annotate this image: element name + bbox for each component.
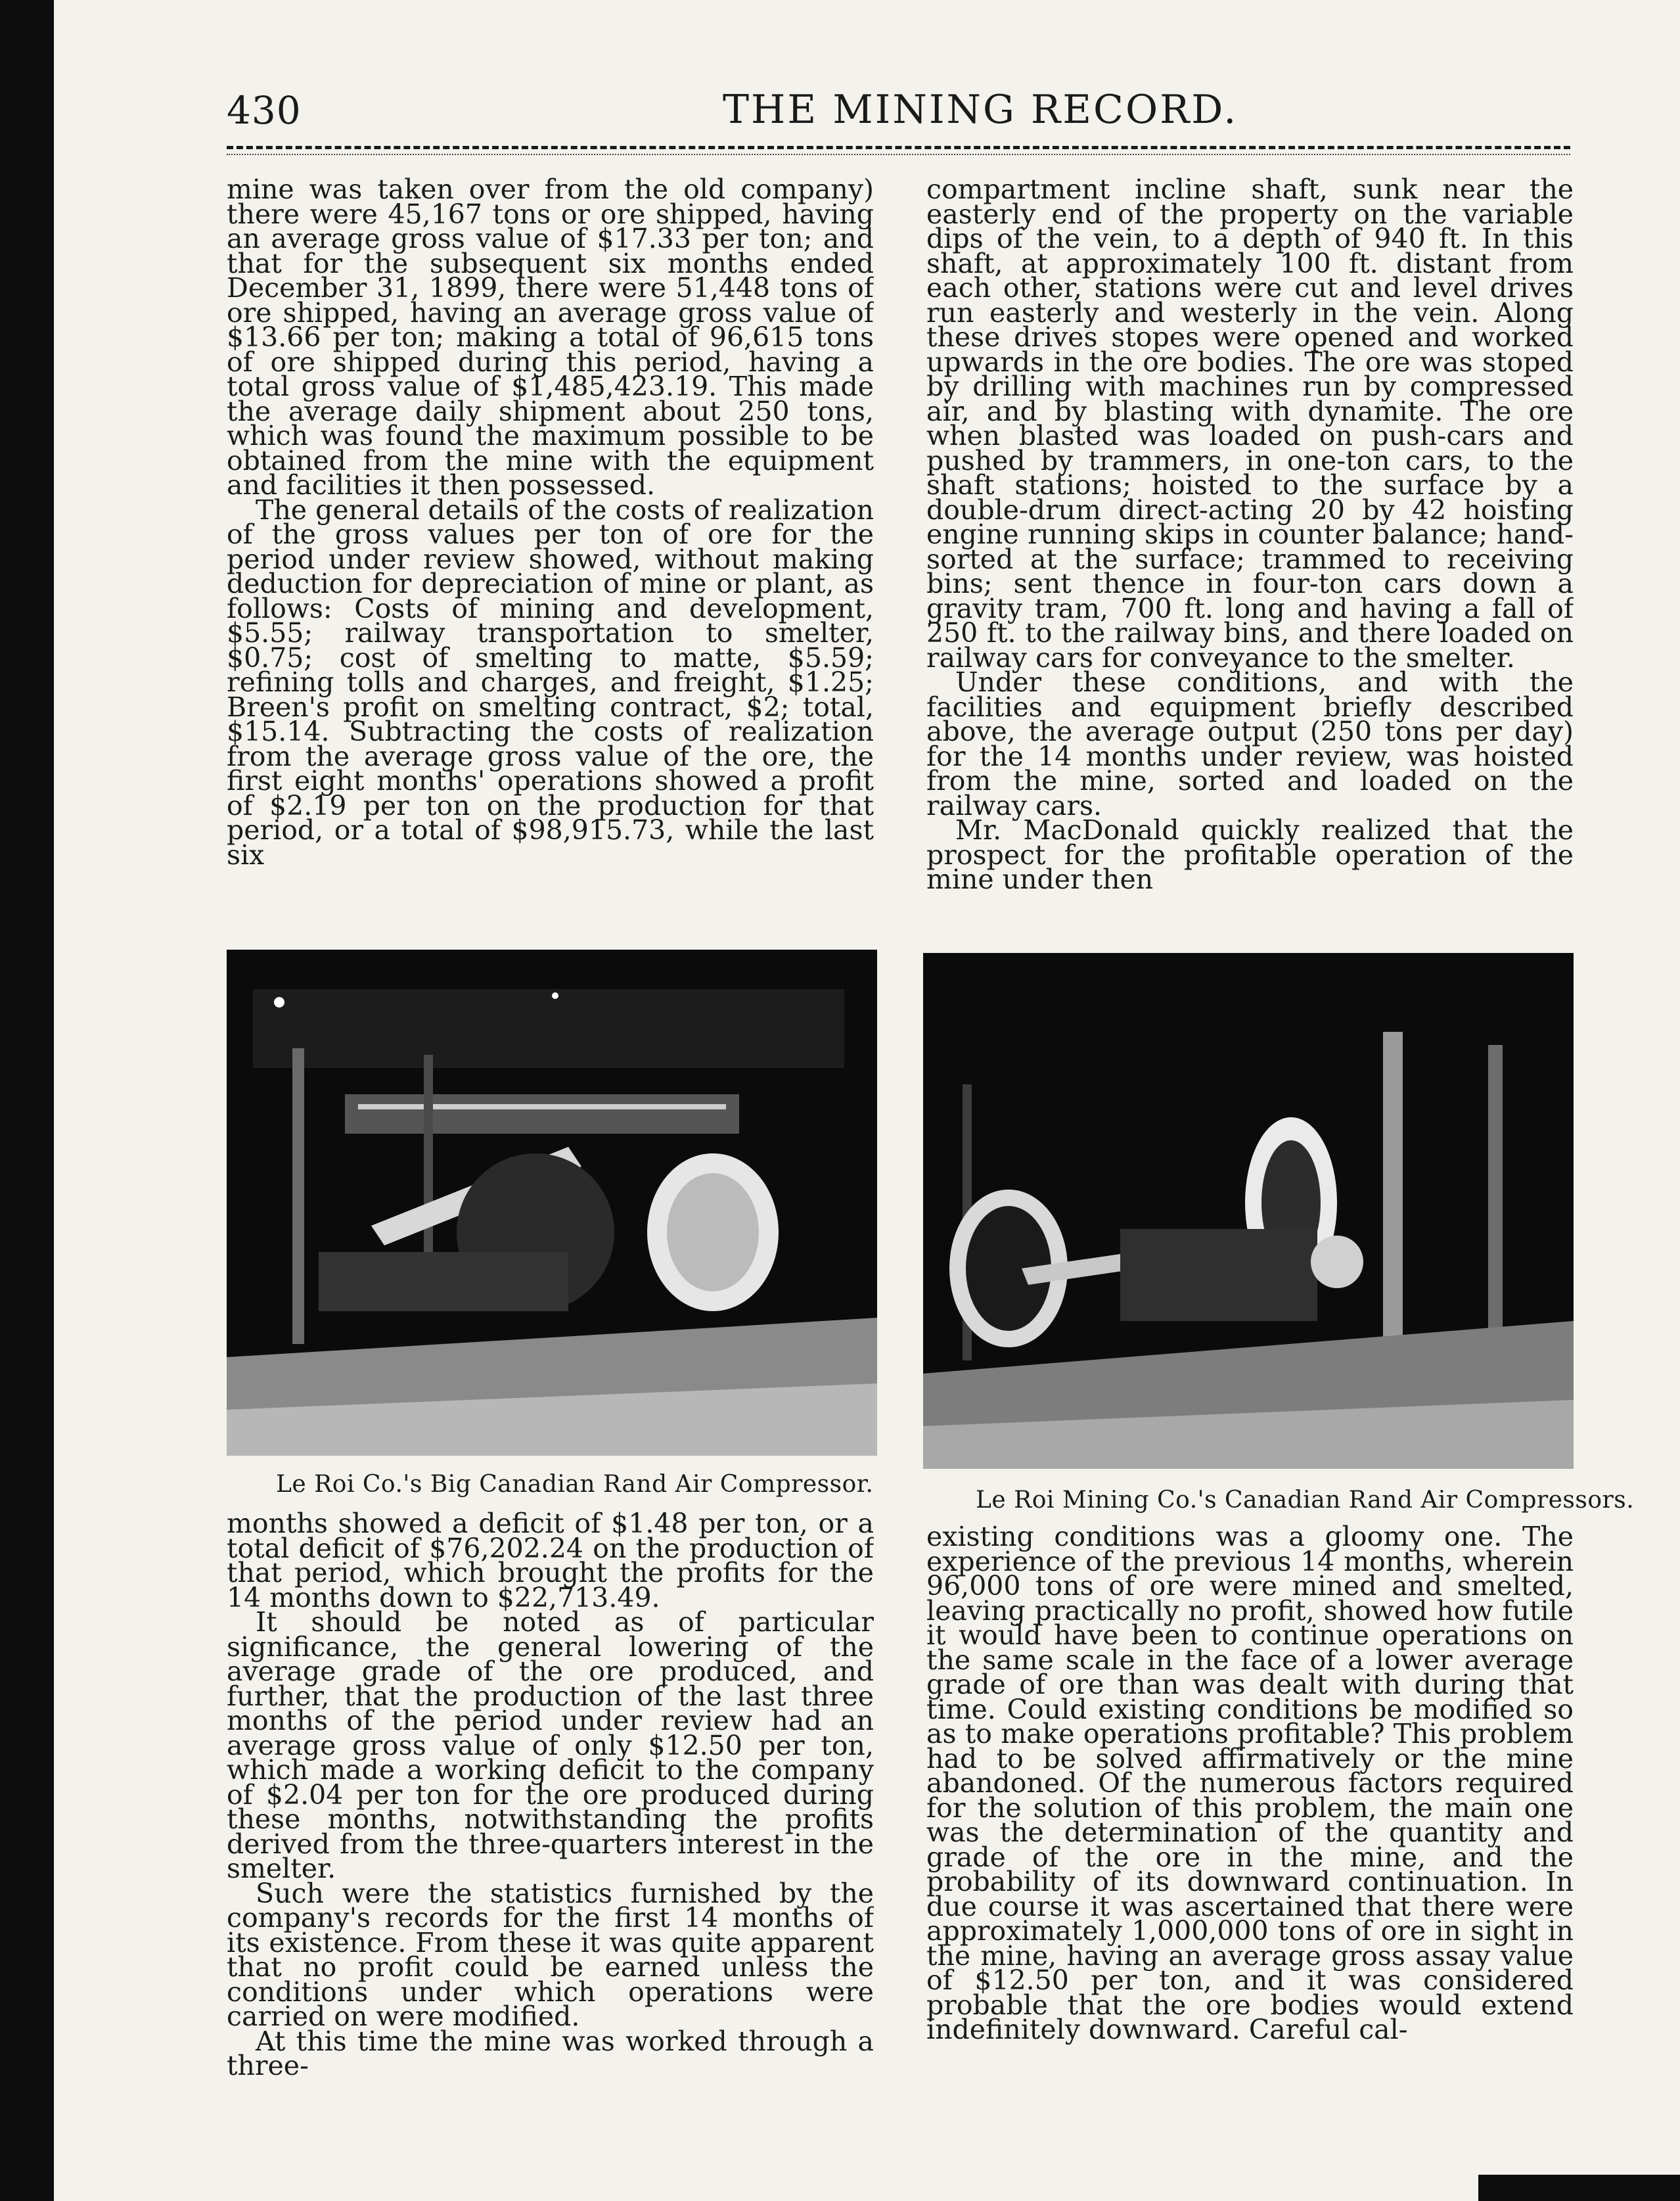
scan-edge-shadow-bottom xyxy=(1478,2175,1680,2201)
paragraph: It should be noted as of particular significance, the general lowering of the average grade of the ore produced, and further, that the production of the last three months of the period under review had an average gross value of only $12.50 per ton, which made a working deficit to the company of $2.04 per ton for the ore produced during these months, notwithstanding the profits derived from the three-quarters interest in the smelter. xyxy=(227,1606,874,1884)
photo-air-compressors xyxy=(923,953,1574,1469)
text-column-top-left xyxy=(227,177,874,937)
text-column-top-right xyxy=(926,177,1574,937)
photo-air-compressor-big xyxy=(227,950,877,1456)
journal-title: THE MINING RECORD. xyxy=(723,87,1238,133)
text-column-bottom-right xyxy=(926,1525,1574,2172)
paragraph: compartment incline shaft, sunk near the easterly end of the property on the variable dips of the vein, to a depth of 940 ft. In this shaft, at approximately 100 ft. distant from each other, stations were cut and level drives run easterly and westerly in the vein. Along these drives stopes were opened and worked upwards in the ore bodies. The ore was stoped by drilling with machines run by compressed air, and by blasting with dynamite. The ore when blasted was loaded on push-cars and pushed by trammers, in one-ton cars, to the shaft stations; hoisted to the surface by a double-drum direct-acting 20 by 42 hoisting engine running skips in counter balance; hand-sorted at the surface; trammed to receiving bins; sent thence in four-ton cars down a gravity tram, 700 ft. long and having a fall of 250 ft. to the railway bins, and there loaded on railway cars for conveyance to the smelter. xyxy=(926,177,1574,674)
photo-air-compressors-image xyxy=(923,953,1574,1469)
paragraph: months showed a deficit of $1.48 per ton, or a total deficit of $76,202.24 on the production of that period, which brought the profits for the 14 months down to $22,713.49. xyxy=(227,1512,874,1613)
paragraph: The general details of the costs of realization of the gross values per ton of ore for the period under review showed, without making deduction for depreciation of mine or plant, as follows: Costs of mining and development, $5.55; railway transportation to smelter, $0.75; cost of smelting to matte, $5.59; refining tolls and charges, and freight, $1.25; Breen's profit on smelting contract, $2; total, $15.14. Subtracting the costs of realization from the average gross value of the ore, the first eight months' operations showed a profit of $2.19 per ton on the production for that period, or a total of $98,915.73, while the last six xyxy=(227,494,874,871)
header-rule-secondary xyxy=(227,154,1570,155)
scan-edge-shadow xyxy=(0,0,54,2201)
figure-caption-right: Le Roi Mining Co.'s Canadian Rand Air Compressors. xyxy=(976,1487,1635,1514)
paragraph: mine was taken over from the old company) there were 45,167 tons or ore shipped, having an average gross value of $17.33 per ton; and that for the subsequent six months ended December 31, 1899, there were 51,448 tons of ore shipped, having an average gross value of $13.66 per ton; making a total of 96,615 tons of ore shipped during this period, having a total gross value of $1,485,423.19. This made the average daily shipment about 250 tons, which was found the maximum possible to be obtained from the mine with the equipment and facilities it then possessed. xyxy=(227,177,874,501)
text-column-bottom-left xyxy=(227,1512,874,2166)
paragraph: Such were the statistics furnished by the company's records for the first 14 months of its existence. From these it was quite apparent that no profit could be earned unless the conditions under which operations were carried on were modified. xyxy=(227,1877,874,2032)
paragraph: Under these conditions, and with the facilities and equipment briefly described above, the average output (250 tons per day) for the 14 months under review, was hoisted from the mine, sorted and loaded on the railway cars. xyxy=(926,666,1574,822)
paragraph: At this time the mine was worked through a three- xyxy=(227,2025,874,2081)
paragraph: existing conditions was a gloomy one. The experience of the previous 14 months, wherein 96,000 tons of ore were mined and smelted, leaving practically no profit, showed how futile it would have been to continue operations on the same scale in the face of a lower average grade of ore than was dealt with during that time. Could existing conditions be modified so as to make operations profitable? This problem had to be solved affirmatively or the mine abandoned. Of the numerous factors required for the solution of this problem, the main one was the determination of the quantity and grade of the ore in the mine, and the probability of its downward continuation. In due course it was ascertained that there were approximately 1,000,000 tons of ore in sight in the mine, having an average gross assay value of $12.50 per ton, and it was considered probable that the ore bodies would extend indefinitely downward. Careful cal- xyxy=(926,1525,1574,2045)
paragraph: Mr. MacDonald quickly realized that the prospect for the profitable operation of the mine under then xyxy=(926,814,1574,895)
page-number: 430 xyxy=(227,88,302,133)
photo-air-compressor-big-image xyxy=(227,950,877,1456)
figure-caption-left: Le Roi Co.'s Big Canadian Rand Air Compressor. xyxy=(276,1471,874,1498)
header-rule xyxy=(227,146,1570,149)
